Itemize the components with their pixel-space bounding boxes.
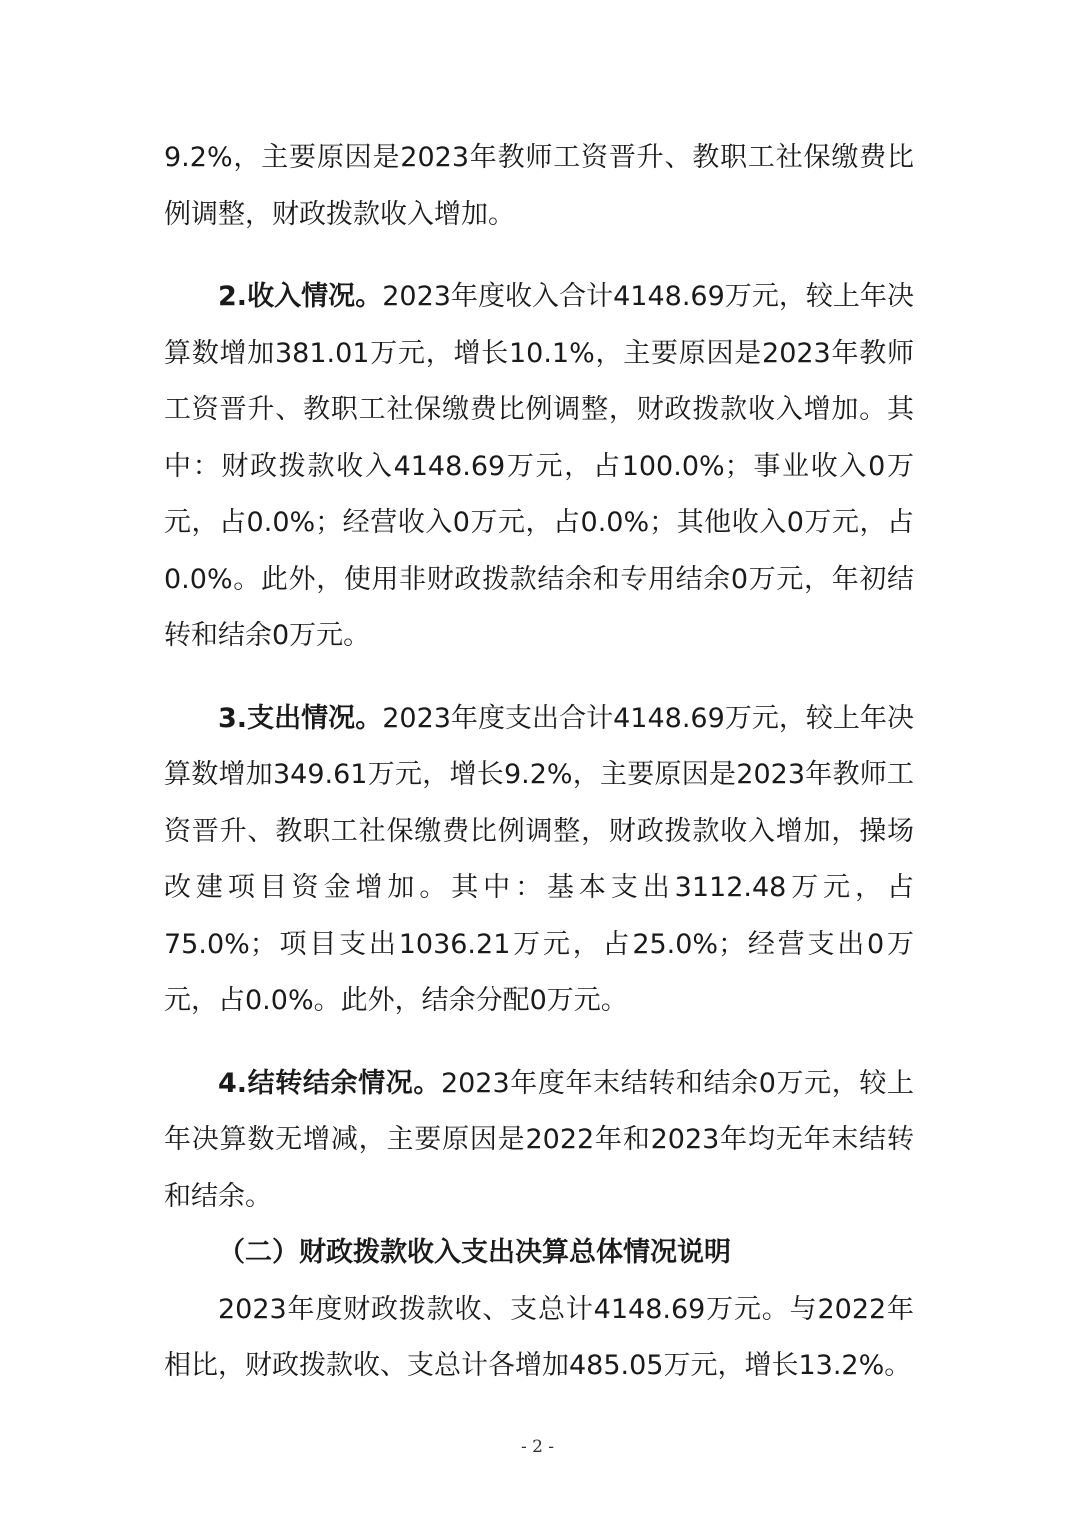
paragraph-carryover	[164, 1056, 914, 1226]
paragraph-income	[164, 269, 914, 665]
paragraph-text: 9.2%，主要原因是2023年教师工资晋升、教职工社保缴费比例调整，财政拨款收入增加。	[164, 142, 914, 230]
section-heading: （二）财政拨款收入支出决算总体情况说明	[218, 1237, 731, 1268]
paragraph-continuation	[164, 130, 914, 243]
paragraph-text: 2023年度收入合计4148.69万元，较上年决算数增加381.01万元，增长10.1%，主要原因是2023年教师工资晋升、教职工社保缴费比例调整，财政拨款收入增加。其中：财政拨款收入4148.69万元，占100.0%；事业收入0万元，占0.0%；经营收入0万元，占0.0%；其他收入0万元，占0.0%。此外，使用非财政拨款结余和专用结余0万元，年初结转和结余0万元。	[164, 281, 914, 651]
paragraph-lead: 3.支出情况。	[218, 702, 383, 734]
document-body	[164, 130, 914, 1395]
paragraph-lead: 4.结转结余情况。	[218, 1067, 441, 1099]
paragraph-fiscal-summary	[164, 1282, 914, 1395]
paragraph-text: 2023年度年末结转和结余0万元，较上年决算数无增减，主要原因是2022年和2023年均无年末结转和结余。	[164, 1067, 914, 1212]
paragraph-expenditure	[164, 691, 914, 1030]
paragraph-lead: 2.收入情况。	[218, 281, 383, 312]
page-number: - 2 -	[520, 1437, 555, 1457]
paragraph-text: 2023年度支出合计4148.69万元，较上年决算数增加349.61万元，增长9.2%，主要原因是2023年教师工资晋升、教职工社保缴费比例调整，财政拨款收入增加，操场改建项目资金增加。其中：基本支出3112.48万元，占75.0%；项目支出1036.21万元，占25.0%；经营支出0万元，占0.0%。此外，结余分配0万元。	[164, 702, 914, 1016]
paragraph-text: 2023年度财政拨款收、支总计4148.69万元。与2022年相比，财政拨款收、支总计各增加485.05万元，增长13.2%。	[164, 1293, 914, 1381]
